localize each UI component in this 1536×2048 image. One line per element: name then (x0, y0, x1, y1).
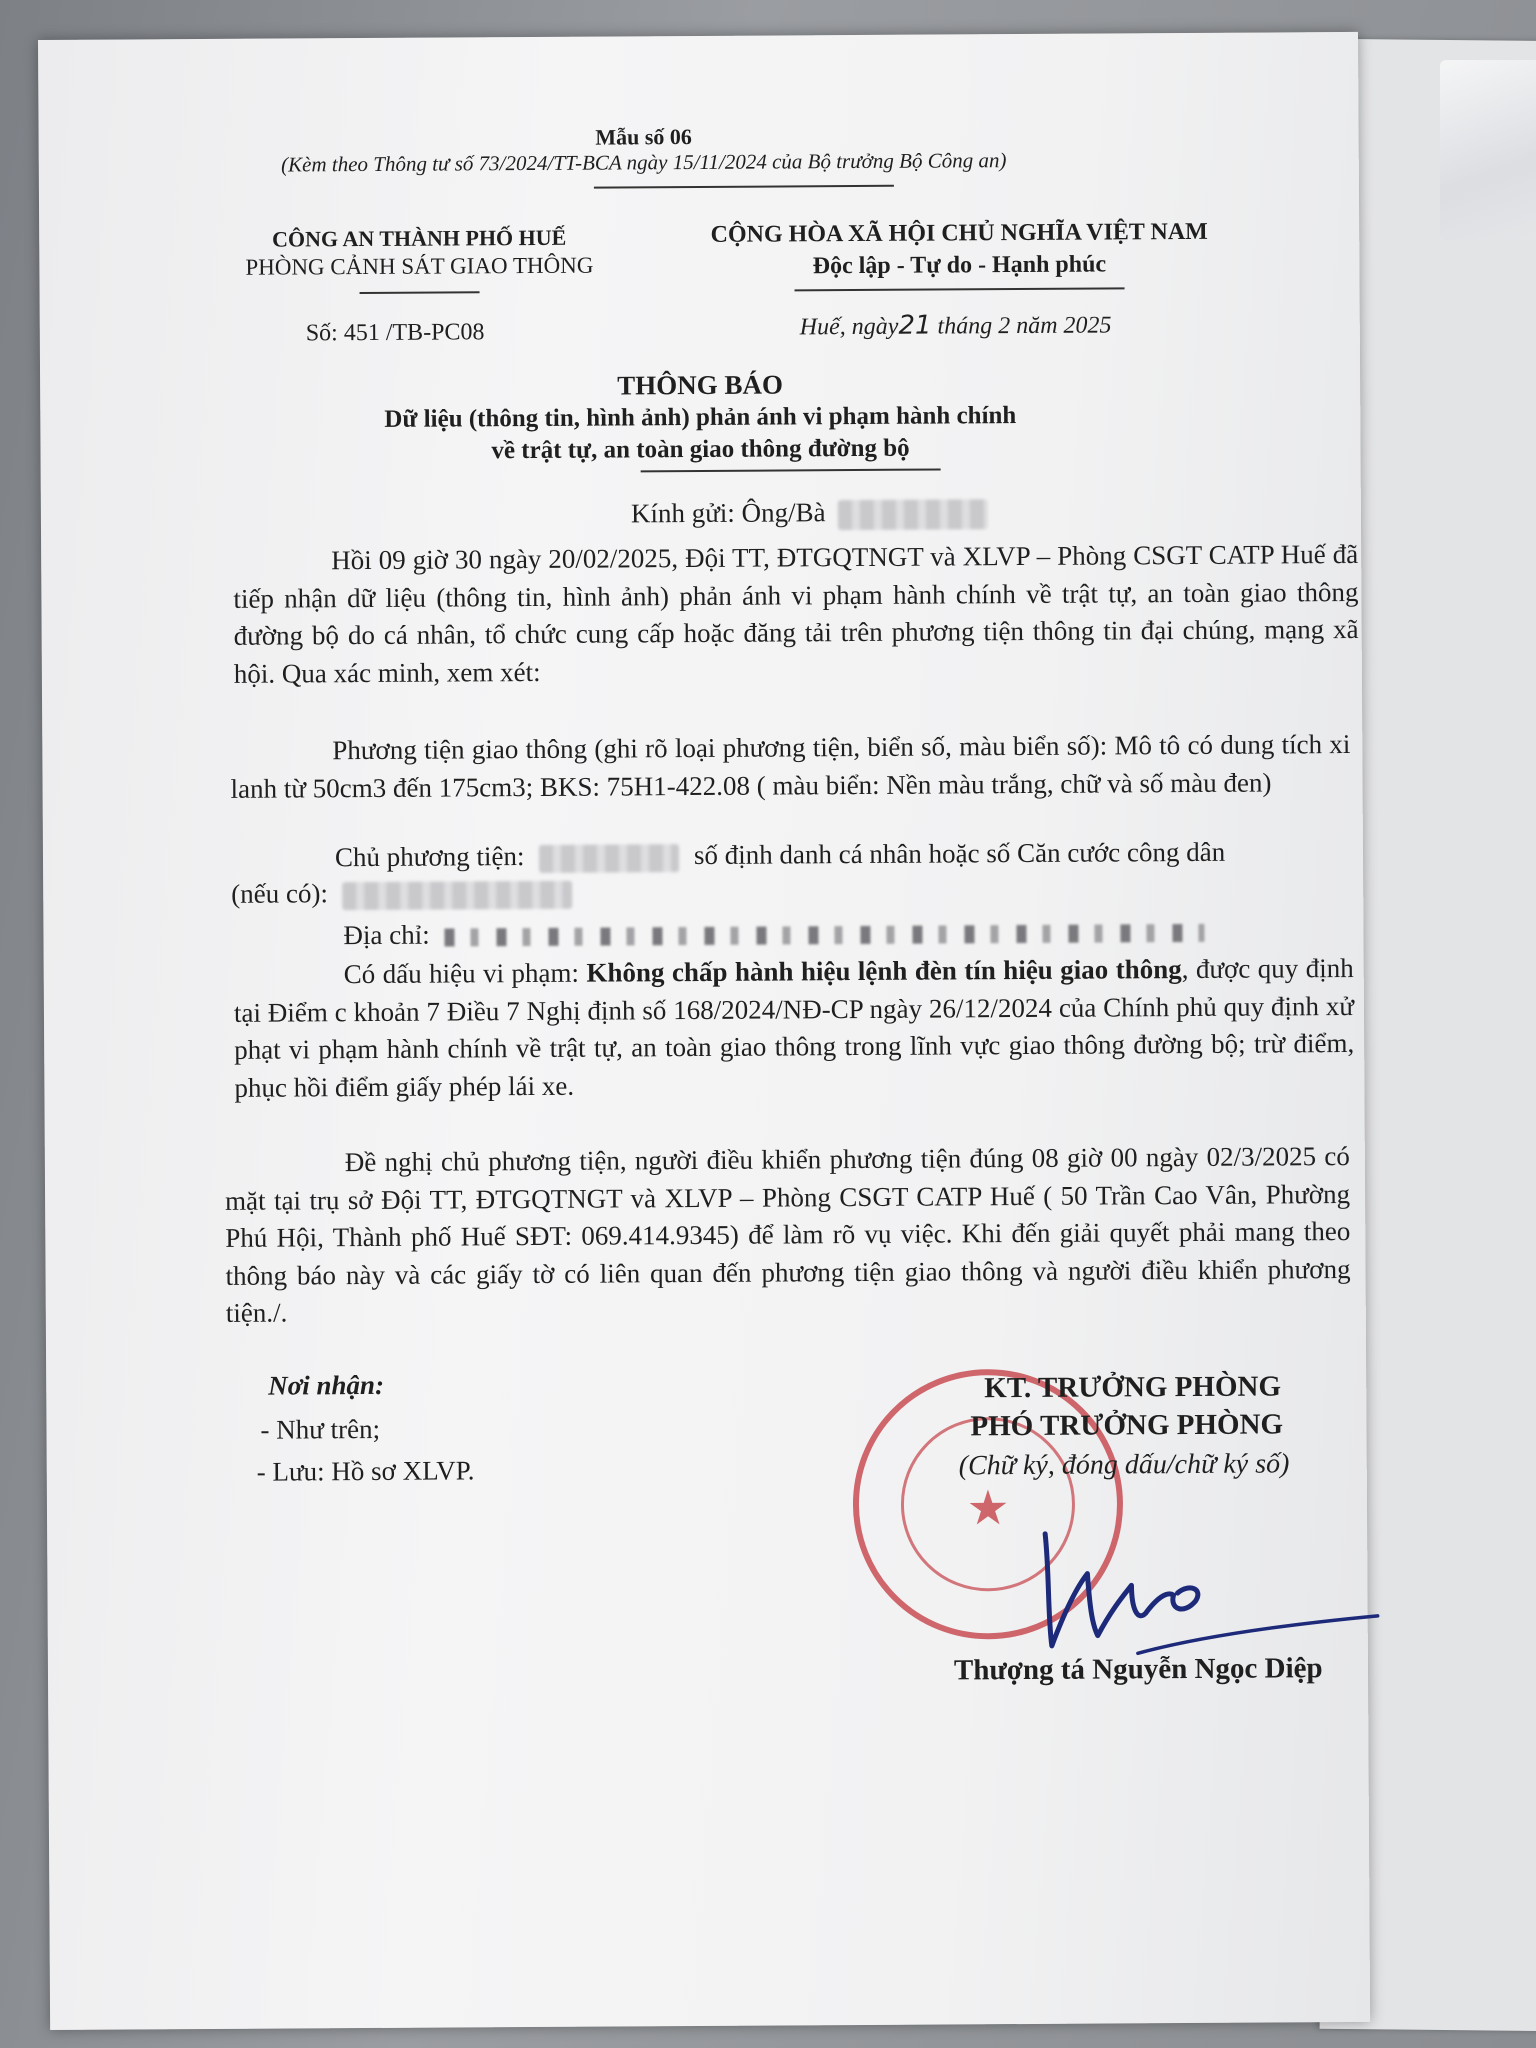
notice-document (38, 32, 1370, 2030)
document-number: Số: 451 /TB-PC08 (305, 319, 485, 347)
redacted-recipient-name (838, 499, 988, 530)
address-line (343, 911, 1204, 954)
notice-subtitle-1: Dữ liệu (thông tin, hình ảnh) phản ánh vi phạm hành chính (384, 402, 1017, 433)
owner-id-label: số định danh cá nhân hoặc số Căn cước công dân (693, 836, 1226, 871)
paragraph-violation (234, 950, 1355, 1107)
owner-id-line (231, 873, 573, 913)
notice-title: THÔNG BÁO (617, 369, 784, 401)
recipients-title: Nơi nhận: (268, 1369, 385, 1401)
greeting-label: Kính gửi: Ông/Bà (630, 497, 826, 529)
form-basis: (Kèm theo Thông tư số 73/2024/TT-BCA ngày 15/11/2024 của Bộ trưởng Bộ Công an) (281, 148, 1007, 177)
paragraph-request: Đề nghị chủ phương tiện, người điều khiển phương tiện đúng 08 giờ 00 ngày 02/3/2025 có mặt tại trụ sở Đội TT, ĐTGQTNGT và XLVP – Phòng CSGT CATP Huế ( 50 Trần Cao Vân, Phường Phú Hội, Thành phố Huế SĐT: 069.414.9345) để làm rõ vụ việc. Khi đến giải quyết phải mang theo thông báo này và các giấy tờ có liên quan đến phương tiện giao thông và người điều khiển phương tiện./. (225, 1141, 1351, 1328)
recipient-item: - Như trên; (260, 1413, 381, 1445)
recipient-item: - Lưu: Hồ sơ XLVP. (256, 1455, 475, 1487)
signature-note: (Chữ ký, đóng dấu/chữ ký số) (958, 1448, 1290, 1482)
motto-underline (795, 287, 1125, 291)
signer-name: Thượng tá Nguyễn Ngọc Diệp (953, 1652, 1323, 1687)
violation-legal-basis: , được quy định tại Điểm c khoản 7 Điều 7 Nghị định số 168/2024/NĐ-CP ngày 26/12/2024 của Chính phủ quy định xử phạt vi phạm hành chính về trật tự, an toàn giao thông trong lĩnh vực giao thông đường bộ; trừ điểm, phục hồi điểm giấy phép lái xe. (233, 952, 1355, 1103)
owner-id-suffix: (nếu có): (231, 878, 329, 909)
issue-date (800, 309, 1112, 341)
violation-label: Có dấu hiệu vi phạm: (343, 957, 587, 990)
redacted-address (444, 924, 1204, 947)
date-suffix: tháng 2 năm 2025 (931, 312, 1112, 340)
paragraph-vehicle: Phương tiện giao thông (ghi rõ loại phương tiện, biển số, màu biển số): Mô tô có dung tích xi lanh từ 50cm3 đến 175cm3; BKS: 75H1-422.08 ( màu biển: Nền màu trắng, chữ và số màu đen) (230, 728, 1351, 804)
notice-subtitle-2: về trật tự, an toàn giao thông đường bộ (491, 434, 910, 465)
paragraph-receipt: Hồi 09 giờ 30 ngày 20/02/2025, Đội TT, ĐTGQTNGT và XLVP – Phòng CSGT CATP Huế đã tiếp nhận dữ liệu (thông tin, hình ảnh) phản ánh vi phạm hành chính về trật tự, an toàn giao thông đường bộ do cá nhân, tổ chức cung cấp hoặc đăng tải trên phương tiện thông tin đại chúng, mạng xã hội. Qua xác minh, xem xét: (233, 538, 1359, 689)
handwritten-signature (1027, 1512, 1398, 1664)
signature-title-2: PHÓ TRƯỞNG PHÒNG (970, 1408, 1284, 1443)
date-day: 21 (898, 310, 932, 341)
plastic-sleeve (1440, 60, 1536, 240)
form-divider (594, 185, 894, 189)
motto-line1: CỘNG HÒA XÃ HỘI CHỦ NGHĨA VIỆT NAM (710, 218, 1208, 248)
motto-line2: Độc lập - Tự do - Hạnh phúc (812, 251, 1107, 280)
owner-line (335, 833, 1225, 876)
seal-star-icon: ★ (966, 1482, 1010, 1536)
violation-description: Không chấp hành hiệu lệnh đèn tín hiệu giao thông (586, 954, 1182, 988)
issuer-underline (360, 291, 480, 293)
date-prefix: Huế, ngày (799, 313, 899, 341)
form-number: Mẫu số 06 (595, 124, 692, 150)
title-underline (641, 468, 941, 471)
signature-title-1: KT. TRƯỞNG PHÒNG (984, 1370, 1282, 1405)
issuer-line1: CÔNG AN THÀNH PHỐ HUẾ (272, 224, 567, 252)
issuer-line2: PHÒNG CẢNH SÁT GIAO THÔNG (245, 252, 594, 280)
redacted-owner-id (343, 881, 573, 910)
greeting (631, 492, 989, 532)
address-label: Địa chỉ: (343, 919, 430, 951)
owner-label: Chủ phương tiện: (334, 841, 525, 873)
redacted-owner-name (539, 844, 679, 873)
